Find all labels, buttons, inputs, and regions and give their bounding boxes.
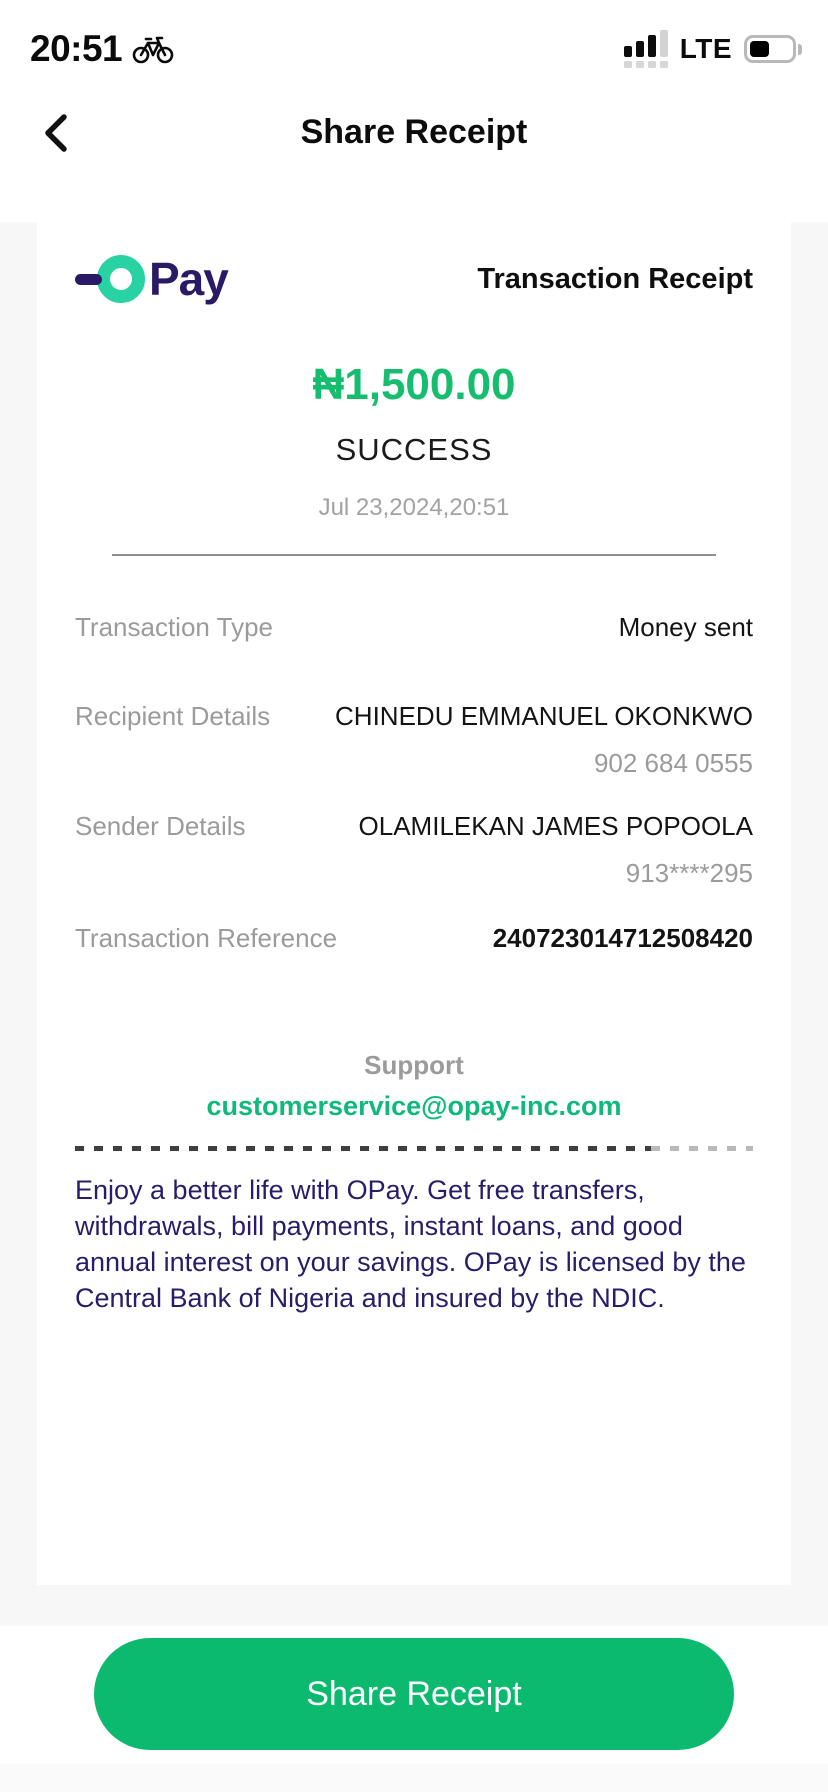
page-title: Share Receipt (300, 113, 528, 151)
nav-header (0, 84, 828, 181)
detail-label: Transaction Reference (75, 923, 338, 953)
support-label: Support (364, 1050, 464, 1080)
detail-label: Transaction Type (75, 612, 273, 642)
receipt-header-row (75, 252, 753, 306)
detail-label: Recipient Details (75, 701, 271, 731)
dashed-divider (75, 1146, 753, 1151)
status-time: 20:51 (30, 28, 123, 69)
chevron-left-icon (40, 111, 70, 155)
promo-note: Enjoy a better life with OPay. Get free transfers, withdrawals, bill payments, instant loans, and good annual interest on your savings. OPay is licensed by the Central Bank of Nigeria and insured by the NDIC. (75, 1175, 746, 1313)
receipt-card (37, 222, 791, 1585)
detail-row-sender (75, 811, 753, 842)
transaction-amount: ₦1,500.00 (312, 360, 516, 409)
signal-strength-icon (624, 30, 668, 68)
detail-row-recipient (75, 701, 753, 732)
share-receipt-button[interactable] (94, 1638, 734, 1750)
support-email-link[interactable]: customerservice@opay-inc.com (206, 1091, 622, 1121)
status-indicators (624, 30, 802, 68)
transaction-status: SUCCESS (335, 432, 493, 467)
bicycle-icon (132, 34, 174, 64)
opay-logo-text: Pay (149, 253, 228, 305)
detail-value: 240723014712508420 (492, 923, 753, 953)
receipt-title: Transaction Receipt (477, 262, 753, 295)
sender-phone: 913****295 (625, 858, 753, 888)
divider (112, 554, 716, 556)
home-indicator-area (0, 1764, 828, 1792)
detail-value: OLAMILEKAN JAMES POPOOLA (358, 811, 753, 841)
content-area (0, 222, 828, 1626)
status-time-group (30, 28, 174, 70)
network-type-label: LTE (679, 33, 732, 64)
share-receipt-button-label: Share Receipt (306, 1674, 522, 1713)
battery-icon (744, 35, 802, 63)
opay-logo-icon (75, 255, 151, 303)
detail-row-reference (75, 923, 753, 954)
detail-value: CHINEDU EMMANUEL OKONKWO (335, 701, 753, 731)
detail-row-transaction-type (75, 612, 753, 643)
detail-label: Sender Details (75, 811, 246, 841)
status-bar (0, 0, 828, 84)
transaction-datetime: Jul 23,2024,20:51 (318, 494, 510, 521)
back-button[interactable] (40, 109, 84, 157)
detail-value: Money sent (618, 612, 753, 642)
footer-area (0, 1638, 828, 1792)
opay-logo (75, 252, 228, 306)
recipient-phone: 902 684 0555 (593, 748, 753, 778)
